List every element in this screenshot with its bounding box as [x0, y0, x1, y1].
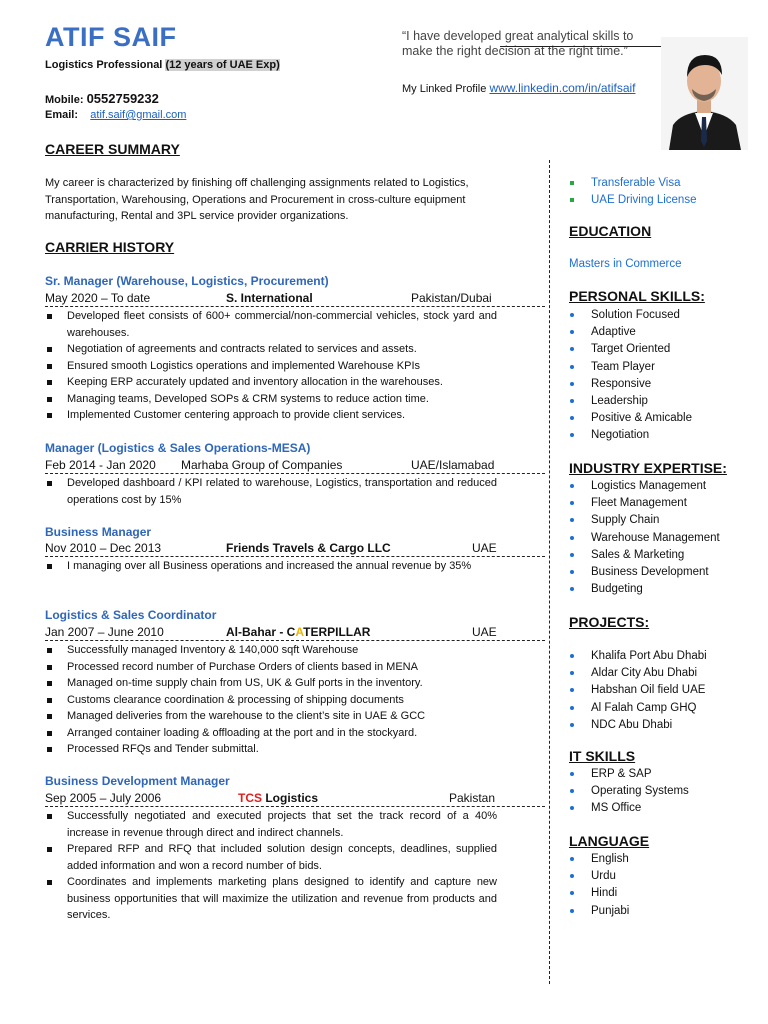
list-item: Negotiation [569, 427, 692, 444]
list-item: Budgeting [569, 581, 720, 598]
email-link[interactable]: atif.saif@gmail.com [90, 109, 187, 121]
job-dates: May 2020 – To date [45, 291, 151, 305]
career-summary-heading: CAREER SUMMARY [45, 141, 180, 157]
list-item: Processed record number of Purchase Orders of clients based in MENA [45, 659, 497, 676]
job-meta [45, 541, 545, 557]
job-meta [45, 458, 545, 474]
list-item: MS Office [569, 800, 689, 817]
job-title: Logistics & Sales Coordinator [45, 608, 217, 622]
list-item: Business Development [569, 564, 720, 581]
list-item: Prepared RFP and RFQ that included solution design concepts, deadlines, supplied added information and won a record number of bids. [45, 841, 497, 874]
company-rest: Logistics [265, 791, 319, 805]
job-location: UAE [472, 541, 497, 555]
candidate-name: ATIF SAIF [45, 22, 177, 52]
list-item: Urdu [569, 868, 629, 885]
list-item: Ensured smooth Logistics operations and implemented Warehouse KPIs [45, 358, 497, 375]
industry-expertise-heading: INDUSTRY EXPERTISE: [569, 460, 727, 476]
list-item: Processed RFQs and Tender submittal. [45, 741, 497, 758]
list-item: Transferable Visa [569, 175, 696, 192]
list-item: Supply Chain [569, 512, 720, 529]
education-heading: EDUCATION [569, 223, 652, 239]
list-item: Developed dashboard / KPI related to warehouse, Logistics, transportation and reduced operations cost by 15% [45, 475, 497, 508]
mobile-line [45, 91, 159, 106]
list-item: Solution Focused [569, 307, 692, 324]
company-red: TCS [238, 791, 262, 805]
list-item: Logistics Management [569, 478, 720, 495]
list-item: Managing teams, Developed SOPs & CRM systems to reduce action time. [45, 391, 497, 408]
company-prefix: Al-Bahar - C [226, 625, 296, 639]
job-dates: Jan 2007 – June 2010 [45, 625, 164, 639]
list-item: Leadership [569, 393, 692, 410]
job-title: Business Development Manager [45, 774, 230, 788]
list-item: ERP & SAP [569, 766, 689, 783]
job-location: UAE [472, 625, 497, 639]
list-item: English [569, 851, 629, 868]
language-heading: LANGUAGE [569, 833, 650, 849]
job-bullets [45, 475, 497, 508]
list-item: I managing over all Business operations and increased the annual revenue by 35% [45, 558, 497, 575]
list-item: Fleet Management [569, 495, 720, 512]
job-bullets [45, 308, 497, 424]
job-company: Marhaba Group of Companies [181, 458, 343, 472]
profile-photo [661, 37, 748, 150]
list-item: Arranged container loading & offloading at the port and in the stockyard. [45, 725, 497, 742]
list-item: UAE Driving License [569, 192, 696, 209]
list-item: Warehouse Management [569, 530, 720, 547]
mobile-number: 0552759232 [86, 91, 159, 106]
list-item: Sales & Marketing [569, 547, 720, 564]
list-item: Operating Systems [569, 783, 689, 800]
job-meta [45, 791, 545, 807]
industry-expertise-list [569, 478, 720, 598]
list-item: Negotiation of agreements and contracts related to services and assets. [45, 341, 497, 358]
list-item: Customs clearance coordination & processing of shipping documents [45, 692, 497, 709]
list-item: Implemented Customer centering approach to provide client services. [45, 407, 497, 424]
column-divider [549, 160, 550, 984]
linkedin-label: My Linked Profile [402, 83, 487, 95]
job-company [226, 625, 370, 639]
job-dates: Feb 2014 - Jan 2020 [45, 458, 156, 472]
projects-heading: PROJECTS: [569, 614, 650, 630]
list-item: Punjabi [569, 903, 629, 920]
list-item: Successfully negotiated and executed projects that set the track record of a 40% increase in revenue through direct and indirect channels. [45, 808, 497, 841]
personal-skills-list [569, 307, 692, 445]
linkedin-line [402, 81, 636, 95]
job-location: Pakistan/Dubai [411, 291, 492, 305]
list-item: Managed deliveries from the warehouse to the client’s site in UAE & GCC [45, 708, 497, 725]
list-item: Coordinates and implements marketing plans designed to identify and capture new business opportunities that will maximize the utilization and revenue from products and services. [45, 874, 497, 924]
job-title: Manager (Logistics & Sales Operations-MESA) [45, 441, 311, 455]
projects-list [569, 648, 707, 734]
list-item: Positive & Amicable [569, 410, 692, 427]
list-item: Habshan Oil field UAE [569, 682, 707, 699]
email-line: Email: atif.saif@gmail.com [45, 109, 187, 121]
role-line [45, 59, 280, 71]
job-title: Sr. Manager (Warehouse, Logistics, Procurement) [45, 274, 329, 288]
company-suffix: TERPILLAR [303, 625, 371, 639]
extras-list [569, 175, 696, 209]
list-item: Hindi [569, 885, 629, 902]
list-item: Successfully managed Inventory & 140,000 sqft Warehouse [45, 642, 497, 659]
job-location: UAE/Islamabad [411, 458, 495, 472]
list-item: Al Falah Camp GHQ [569, 700, 707, 717]
it-skills-list [569, 766, 689, 818]
education-item: Masters in Commerce [569, 258, 682, 270]
list-item: Managed on-time supply chain from US, UK & Gulf ports in the inventory. [45, 675, 497, 692]
mobile-label: Mobile: [45, 94, 84, 106]
job-bullets [45, 558, 497, 575]
list-item: Adaptive [569, 324, 692, 341]
role-title: Logistics Professional [45, 59, 163, 71]
job-meta [45, 291, 545, 307]
career-summary-text: My career is characterized by finishing off challenging assignments related to Logistics, Transportation, Warehousing, Operations and Procurement in cross-culture equipment manufacturing, Rental and 3PL service provider organizations. [45, 177, 469, 222]
language-list [569, 851, 629, 920]
company-mark-letter: A [295, 625, 304, 639]
job-meta [45, 625, 545, 641]
list-item: Keeping ERP accurately updated and inventory allocation in the warehouses. [45, 374, 497, 391]
list-item: Developed fleet consists of 600+ commercial/non-commercial vehicles, stock yard and warehouses. [45, 308, 497, 341]
list-item: Aldar City Abu Dhabi [569, 665, 707, 682]
experience-highlight: (12 years of UAE Exp) [165, 59, 280, 71]
career-history-heading: CARRIER HISTORY [45, 239, 175, 255]
job-location: Pakistan [449, 791, 496, 805]
list-item: Team Player [569, 359, 692, 376]
job-company: Friends Travels & Cargo LLC [226, 541, 391, 555]
list-item: Responsive [569, 376, 692, 393]
job-bullets [45, 808, 497, 924]
job-bullets [45, 642, 497, 758]
email-label: Email [45, 109, 75, 121]
personal-skills-heading: PERSONAL SKILLS: [569, 288, 705, 304]
job-dates: Nov 2010 – Dec 2013 [45, 541, 162, 555]
profile-quote: “I have developed great analytical skills to make the right decision at the right time.” [402, 29, 634, 58]
job-company: S. International [226, 291, 313, 305]
list-item: Target Oriented [569, 341, 692, 358]
job-title: Business Manager [45, 525, 152, 539]
it-skills-heading: IT SKILLS [569, 748, 636, 764]
linkedin-link[interactable]: www.linkedin.com/in/atifsaif [489, 81, 636, 95]
list-item: NDC Abu Dhabi [569, 717, 707, 734]
job-company [238, 791, 318, 805]
list-item: Khalifa Port Abu Dhabi [569, 648, 707, 665]
job-dates: Sep 2005 – July 2006 [45, 791, 162, 805]
